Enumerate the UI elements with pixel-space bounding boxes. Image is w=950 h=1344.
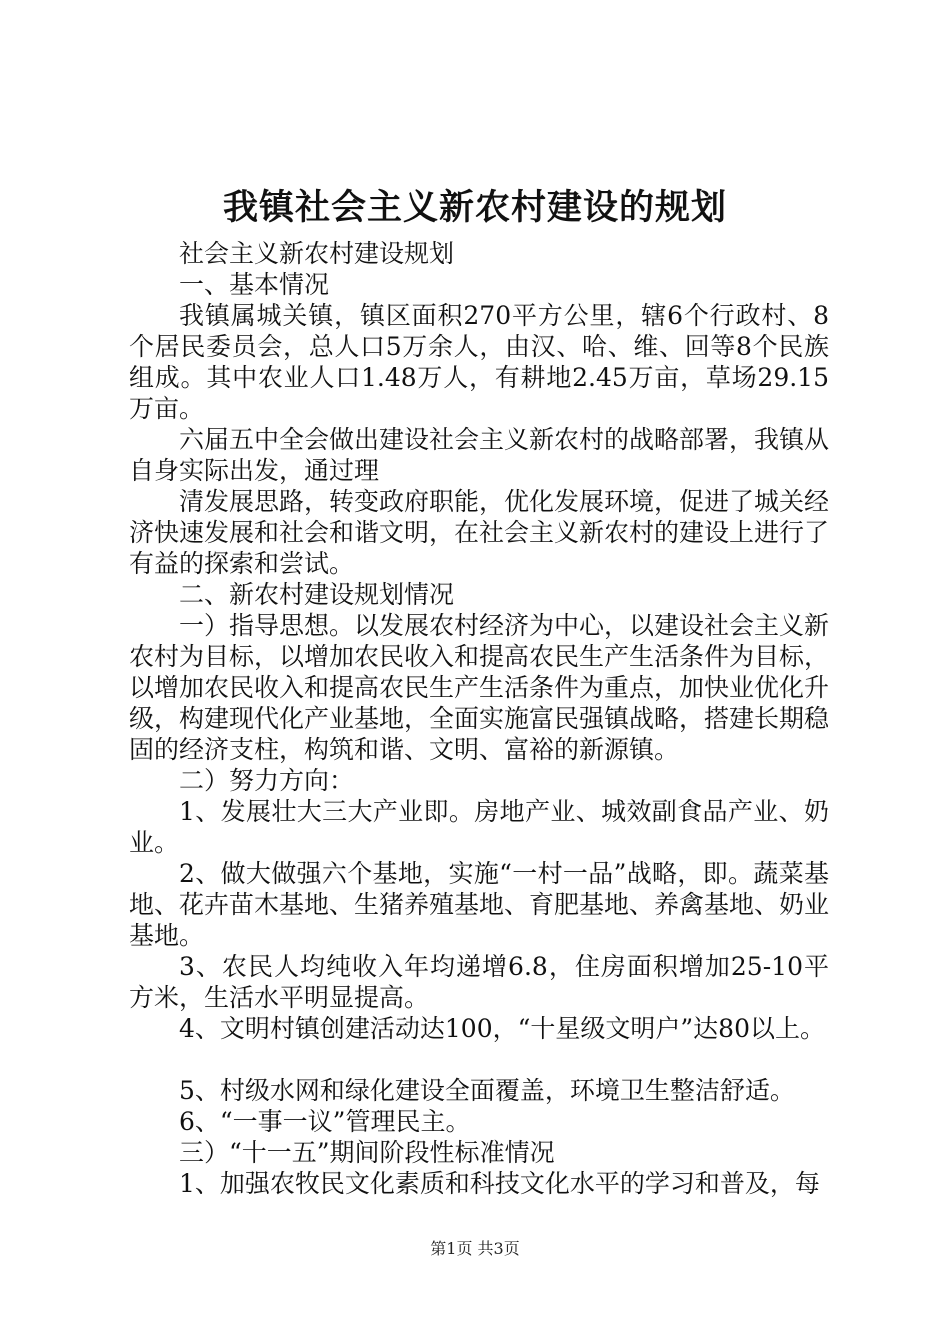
subheading-direction: 二）努力方向： (179, 766, 355, 795)
section-heading-basic-situation: 一、基本情况 (179, 270, 330, 299)
list-item-3: 3、农民人均纯收入年均递增6.8，住房面积增加25-10平方米，生活水平明显提高。 (129, 952, 829, 1012)
blank-line (129, 1044, 829, 1075)
section-heading-planning: 二、新农村建设规划情况 (179, 580, 455, 609)
list-item-6: 6、“一事一议”管理民主。 (179, 1107, 471, 1136)
page-footer: 第1页 共3页 (430, 1239, 520, 1258)
paragraph-continued: 1、加强农牧民文化素质和科技文化水平的学习和普及，每 (179, 1169, 820, 1198)
paragraph-basic-situation: 我镇属城关镇，镇区面积270平方公里，辖6个行政村、8个居民委员会，总人口5万余人，由汉、哈、维、回等8个民族组成。其中农业人口1.48万人，有耕地2.45万亩，草场29.15万亩。 (129, 301, 829, 423)
paragraph-development: 清发展思路，转变政府职能，优化发展环境，促进了城关经济快速发展和社会和谐文明，在社会主义新农村的建设上进行了有益的探索和尝试。 (129, 487, 830, 578)
list-item-1: 1、发展壮大三大产业即。房地产业、城效副食品产业、奶业。 (129, 797, 829, 857)
list-item-2: 2、做大做强六个基地，实施“一村一品”战略，即。蔬菜基地、花卉苗木基地、生猪养殖基地、育肥基地、养禽基地、奶业基地。 (129, 859, 830, 950)
list-item-5: 5、村级水网和绿化建设全面覆盖，环境卫生整洁舒适。 (179, 1076, 795, 1105)
document-title: 我镇社会主义新农村建设的规划 (222, 187, 727, 228)
document-body (129, 238, 829, 1199)
paragraph-guiding-ideology: 一）指导思想。以发展农村经济为中心，以建设社会主义新农村为目标，以增加农民收入和提高农民生产生活条件为目标，以增加农民收入和提高农民生产生活条件为重点，加快业优化升级，构建现代化产业基地，全面实施富民强镇战略，搭建长期稳固的经济支柱，构筑和谐、文明、富裕的新源镇。 (129, 611, 830, 764)
paragraph-subtitle: 社会主义新农村建设规划 (179, 239, 455, 268)
list-item-4: 4、文明村镇创建活动达100，“十星级文明户”达80以上。 (179, 1014, 825, 1043)
paragraph-strategy: 六届五中全会做出建设社会主义新农村的战略部署，我镇从自身实际出发，通过理 (129, 425, 830, 485)
subheading-stage-standards: 三）“十一五”期间阶段性标准情况 (179, 1138, 555, 1167)
